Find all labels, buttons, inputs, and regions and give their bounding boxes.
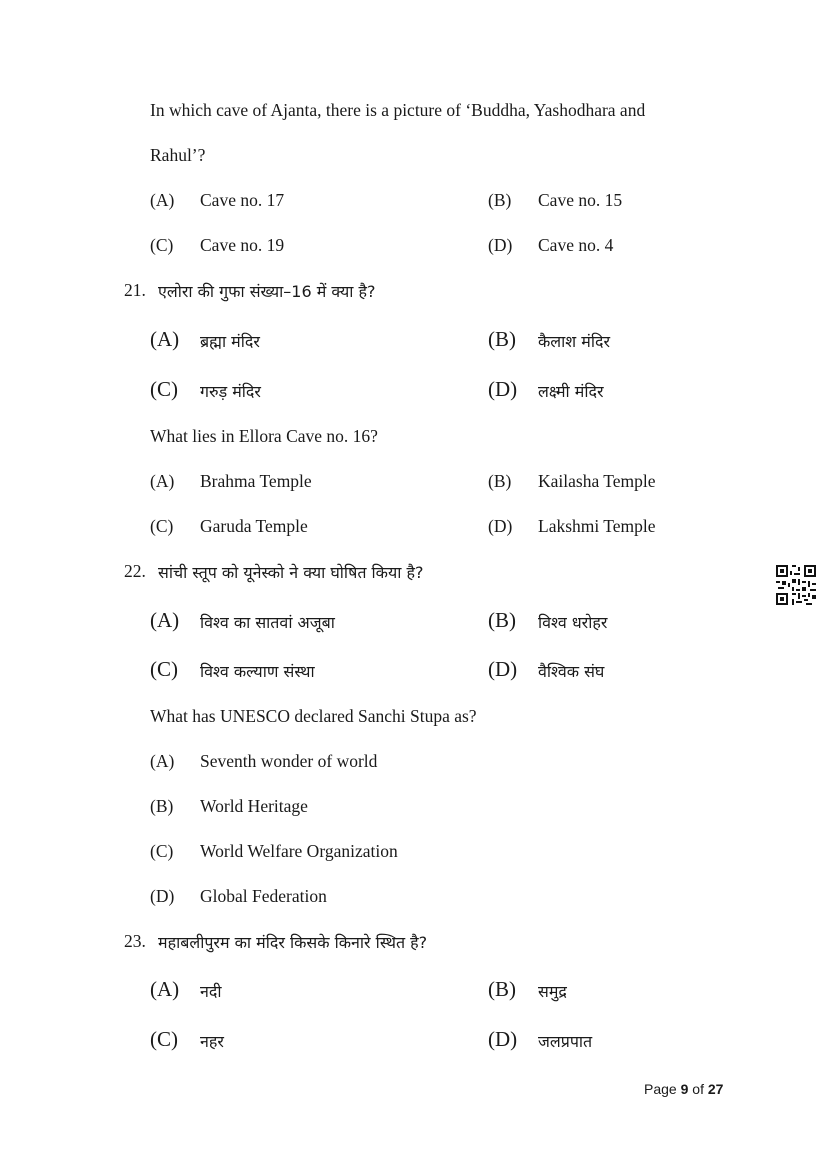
q22-en-option-a-text: Seventh wonder of world <box>200 751 378 771</box>
q21-hi-option-b-text: कैलाश मंदिर <box>538 332 610 351</box>
q22-hindi-question: सांची स्तूप को यूनेस्को ने क्या घोषित किया है? <box>158 563 424 582</box>
q22-en-option-d-label: (D) <box>150 886 175 906</box>
q21-hi-option-b-label: (B) <box>488 327 516 351</box>
qr-code-icon <box>776 565 816 605</box>
q21-hi-option-d-text: लक्ष्मी मंदिर <box>538 382 604 401</box>
q21-hi-option-c-label: (C) <box>150 377 178 401</box>
q21-en-option-c-label: (C) <box>150 516 174 536</box>
q20-english-question-line2: Rahul’? <box>150 145 206 165</box>
q21-en-option-a-label: (A) <box>150 471 175 491</box>
q23-hindi-question: महाबलीपुरम का मंदिर किसके किनारे स्थित है? <box>158 933 428 952</box>
q22-en-option-c-text: World Welfare Organization <box>200 841 398 861</box>
q23-hi-option-d-label: (D) <box>488 1027 518 1051</box>
page-of-word: of <box>692 1081 704 1097</box>
q21-en-option-b-text: Kailasha Temple <box>538 471 656 491</box>
q22-en-option-c-label: (C) <box>150 841 174 861</box>
q22-hi-option-b-text: विश्व धरोहर <box>538 613 608 632</box>
q20-option-d-label: (D) <box>488 235 513 255</box>
q21-en-option-d-label: (D) <box>488 516 513 536</box>
q22-hi-option-d-label: (D) <box>488 657 518 681</box>
q21-hi-option-d-label: (D) <box>488 377 518 401</box>
q20-option-a-label: (A) <box>150 190 175 210</box>
q23-hi-option-c-text: नहर <box>200 1032 224 1051</box>
q21-en-option-a-text: Brahma Temple <box>200 471 312 491</box>
q20-option-c-label: (C) <box>150 235 174 255</box>
page-current: 9 <box>680 1081 689 1097</box>
q23-hi-option-d-text: जलप्रपात <box>538 1032 593 1051</box>
page-total: 27 <box>707 1081 724 1097</box>
q22-en-option-b-text: World Heritage <box>200 796 308 816</box>
q21-en-option-d-text: Lakshmi Temple <box>538 516 656 536</box>
q23-number: 23. <box>124 931 146 951</box>
q22-english-question: What has UNESCO declared Sanchi Stupa as? <box>150 706 477 726</box>
q21-hi-option-c-text: गरुड़ मंदिर <box>200 382 261 401</box>
q20-english-question-line1: In which cave of Ajanta, there is a picture of ‘Buddha, Yashodhara and <box>150 100 646 120</box>
q22-en-option-a-label: (A) <box>150 751 175 771</box>
q23-hi-option-a-text: नदी <box>200 982 222 1001</box>
q20-option-b-label: (B) <box>488 190 512 210</box>
q21-hindi-question: एलोरा की गुफा संख्या–16 में क्या है? <box>158 282 376 301</box>
q22-hi-option-a-text: विश्व का सातवां अजूबा <box>200 613 335 632</box>
q22-hi-option-c-label: (C) <box>150 657 178 681</box>
q20-option-b-text: Cave no. 15 <box>538 190 623 210</box>
q23-hi-option-b-text: समुद्र <box>538 982 567 1001</box>
q21-number: 21. <box>124 280 146 300</box>
q22-hi-option-c-text: विश्व कल्याण संस्था <box>200 662 315 681</box>
q22-number: 22. <box>124 561 146 581</box>
q22-hi-option-b-label: (B) <box>488 608 516 632</box>
q20-option-d-text: Cave no. 4 <box>538 235 614 255</box>
q23-hi-option-c-label: (C) <box>150 1027 178 1051</box>
q22-hi-option-a-label: (A) <box>150 608 180 632</box>
q23-hi-option-b-label: (B) <box>488 977 516 1001</box>
q21-en-option-c-text: Garuda Temple <box>200 516 308 536</box>
q22-hi-option-d-text: वैश्विक संघ <box>538 662 605 681</box>
q22-en-option-b-label: (B) <box>150 796 174 816</box>
q21-english-question: What lies in Ellora Cave no. 16? <box>150 426 378 446</box>
q20-option-c-text: Cave no. 19 <box>200 235 285 255</box>
q21-hi-option-a-text: ब्रह्मा मंदिर <box>200 332 260 351</box>
q21-en-option-b-label: (B) <box>488 471 512 491</box>
page-number <box>644 1081 723 1097</box>
q21-hi-option-a-label: (A) <box>150 327 180 351</box>
q23-hi-option-a-label: (A) <box>150 977 180 1001</box>
q20-option-a-text: Cave no. 17 <box>200 190 285 210</box>
q22-en-option-d-text: Global Federation <box>200 886 327 906</box>
page-word: Page <box>644 1081 677 1097</box>
